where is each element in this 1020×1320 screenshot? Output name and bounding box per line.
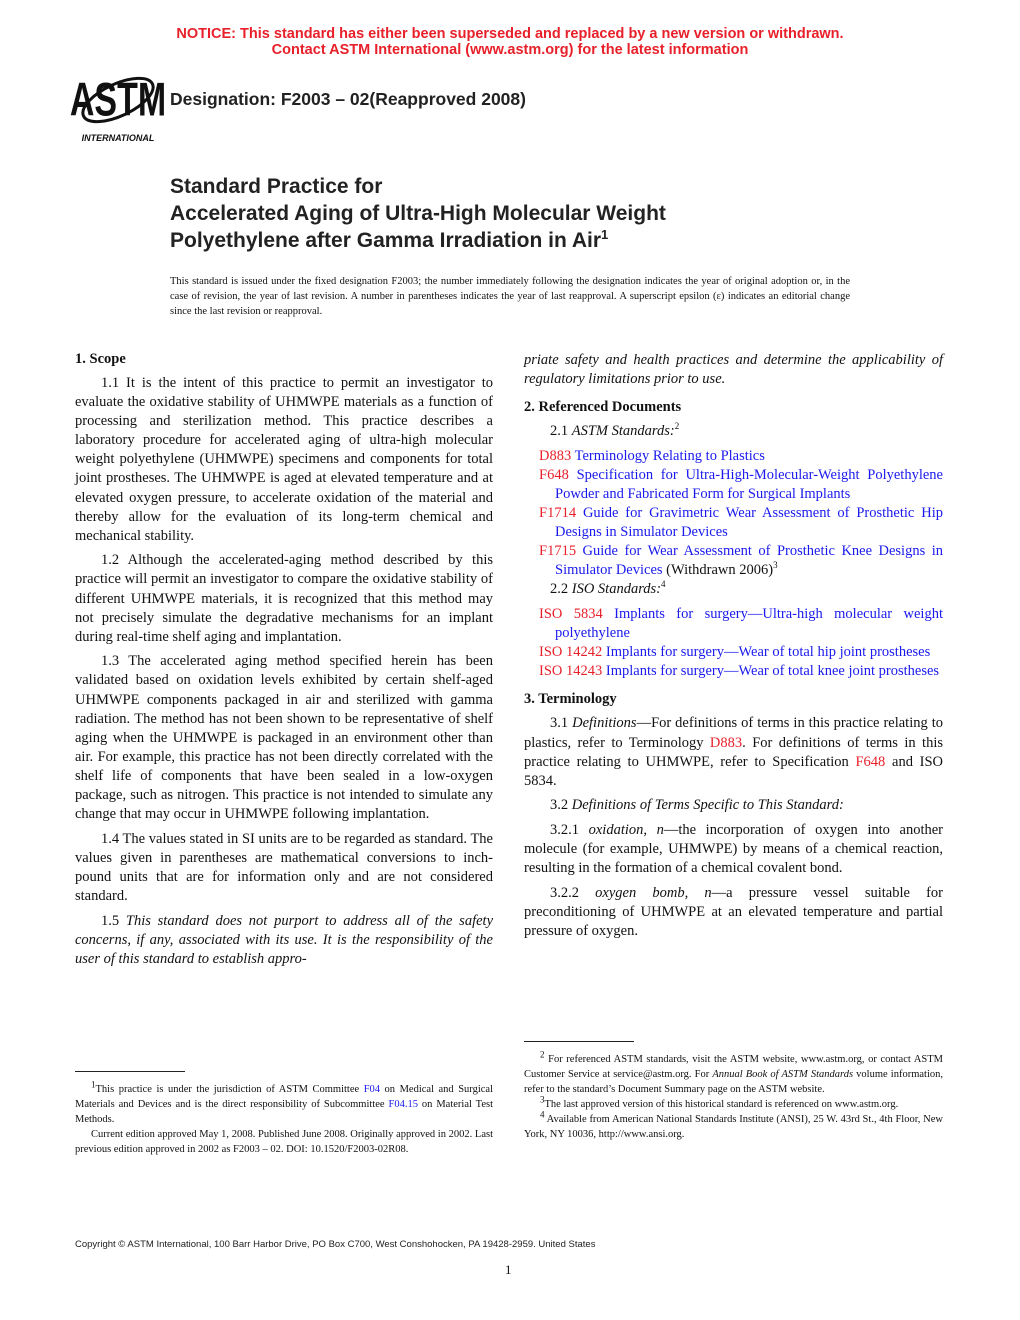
text: 3.1 xyxy=(550,715,573,732)
text: on Material Test Methods. xyxy=(75,1099,493,1125)
text: 3.2.2 xyxy=(550,884,596,901)
reference-link[interactable]: F04.15 xyxy=(388,1099,418,1110)
section-heading: 1. Scope xyxy=(75,351,126,367)
reference-item xyxy=(524,504,943,542)
title-line-2: Accelerated Aging of Ultra-High Molecular Weight xyxy=(170,202,666,225)
reference-link[interactable]: Implants for surgery—Wear of total hip joint prostheses xyxy=(602,644,931,661)
reference-item xyxy=(524,605,943,643)
text: Current edition approved May 1, 2008. Published June 2008. Originally approved in 2002. Last previous edition approved in 2002 as F2003 – 02. DOI: 10.1520/F2003-02R08. xyxy=(75,1129,493,1155)
title-line-1: Standard Practice for xyxy=(170,175,383,198)
notice-line-2: Contact ASTM International (www.astm.org) for the latest information xyxy=(271,42,749,58)
footnote-marker: 2 xyxy=(674,421,680,432)
text: (Withdrawn 2006) xyxy=(662,562,774,579)
italic-text: priate safety and health practices and determine the applicability of regulatory limitations prior to use. xyxy=(524,352,943,388)
designation: Designation: F2003 – 02(Reapproved 2008) xyxy=(170,89,526,109)
paragraph xyxy=(75,830,493,906)
reference-link[interactable]: F648 xyxy=(855,753,886,770)
intro-note: This standard is issued under the fixed designation F2003; the number immediately following the designation indicates the year of original adoption or, in the case of revision, the year of last revision. A number in parentheses indicates the year of last reapproval. A superscript epsilon (ε) indicates an editorial change since the last revision or reapproval. xyxy=(170,276,850,317)
title-line-3-text: Polyethylene after Gamma Irradiation in Air xyxy=(170,229,602,252)
footnote-marker: 4 xyxy=(540,1109,545,1120)
italic-text: ISO Standards: xyxy=(571,581,662,598)
reference-link[interactable]: F1715 xyxy=(539,543,577,560)
italic-text: Annual Book of ASTM Standards xyxy=(712,1069,854,1080)
paragraph xyxy=(75,912,493,969)
text: 1.3 The accelerated aging method specified herein has been validated based on oxidation levels exhibited by certain shelf-aged UHMWPE components packaged in air and sterilized with gamma radiation. The method has not been shown to be representative of shelf aging when the UHMWPE is packaged in an environment other than air. For example, this practice has not been directly correlated with the shelf life of components that have been sealed in a low-oxygen package, such as nitrogen. This practice is not intended to simulate any change that may occur in UHMWPE following implantation. xyxy=(75,653,493,823)
paragraph xyxy=(524,351,943,389)
text: 1.1 It is the intent of this practice to permit an investigator to evaluate the oxidative stability of UHMWPE materials as a function of processing and sterilization method. This practice describes a laboratory procedure for accelerated aging of ultra-high molecular weight polyethylene (UHMWPE) specimens and components for total joint prostheses. The UHMWPE is aged at elevated temperature and at elevated oxygen pressure, to accelerate oxidation of the material and thereby allow for the evaluation of its long-term chemical and mechanical stability. xyxy=(75,375,493,544)
paragraph xyxy=(524,714,943,790)
italic-text: oxygen bomb, n xyxy=(595,884,712,901)
text: 2.2 xyxy=(550,581,572,598)
text: 2.1 xyxy=(550,423,572,440)
italic-text: Definitions of Terms Specific to This Standard: xyxy=(571,797,844,814)
svg-text:INTERNATIONAL: INTERNATIONAL xyxy=(81,133,155,143)
copyright: Copyright © ASTM International, 100 Barr Harbor Drive, PO Box C700, West Conshohocken, PA 19428-2959. United States xyxy=(75,1239,596,1250)
title-footnote-ref[interactable]: 1 xyxy=(601,227,609,242)
footnotes-right xyxy=(524,1049,943,1142)
left-column xyxy=(75,351,493,974)
text: 1.4 The values stated in SI units are to be regarded as standard. The values given in parentheses are mathematical conversions to inch-pound units that are for information only and are not considered standard. xyxy=(75,830,493,904)
reference-item xyxy=(524,447,943,466)
reference-link[interactable]: ISO 14242 xyxy=(539,644,603,661)
text: . For definitions of terms in this practice relating to UHMWPE, refer to Specification xyxy=(524,734,944,770)
text: —the incorporation of oxygen into another molecule (for example, UHMWPE) by means of a chemical reaction, resulting in the formation of a chemical covalent bond. xyxy=(524,821,943,877)
reference-link[interactable]: F1714 xyxy=(539,505,577,522)
text: Available from American National Standards Institute (ANSI), 25 W. 43rd St., 4th Floor, New York, NY 10036, http://www.ansi.org. xyxy=(524,1114,943,1140)
text: —For definitions of terms in this practice relating to plastics, refer to Terminology xyxy=(524,715,943,751)
italic-text: ASTM Standards: xyxy=(571,423,675,440)
text: 3.2.1 xyxy=(550,821,589,838)
footnote-divider-right xyxy=(524,1041,634,1042)
footnote xyxy=(75,1079,493,1127)
reference-item xyxy=(524,643,943,662)
reference-item xyxy=(524,662,943,681)
text: 3.2 xyxy=(550,797,572,814)
footnotes-left xyxy=(75,1079,493,1157)
text: volume information, refer to the standard’s Document Summary page on the ASTM website. xyxy=(524,1069,943,1095)
reference-item xyxy=(524,466,943,504)
reference-item xyxy=(524,542,943,580)
footnote-marker: 3 xyxy=(773,560,778,571)
text: on Medical and Surgical Materials and Devices and is the direct responsibility of Subcommittee xyxy=(75,1084,493,1110)
paragraph xyxy=(524,884,943,941)
reference-link[interactable]: Terminology Relating to Plastics xyxy=(571,447,765,464)
title-line-3 xyxy=(170,227,666,254)
paragraph xyxy=(524,422,943,441)
section-heading: 3. Terminology xyxy=(524,691,617,708)
footnote-divider-left xyxy=(75,1071,185,1072)
reference-link[interactable]: Implants for surgery—Ultra-high molecular weight polyethylene xyxy=(555,606,943,642)
reference-link[interactable]: ISO 14243 xyxy=(539,663,603,680)
footnote xyxy=(524,1049,943,1097)
reference-link[interactable]: F648 xyxy=(539,466,569,483)
reference-link[interactable]: ISO 5834 xyxy=(539,606,603,623)
reference-link[interactable]: Implants for surgery—Wear of total knee joint prostheses xyxy=(602,663,940,680)
page-number: 1 xyxy=(505,1262,512,1277)
document-title xyxy=(170,173,666,254)
italic-text: Definitions xyxy=(572,715,637,732)
footnote-marker: 4 xyxy=(661,579,666,590)
paragraph xyxy=(75,374,493,546)
right-column xyxy=(524,351,943,946)
notice-line-1: NOTICE: This standard has either been superseded and replaced by a new version or withdrawn. xyxy=(176,26,844,42)
text: The last approved version of this historical standard is referenced on www.astm.org. xyxy=(544,1099,899,1110)
footnote xyxy=(75,1127,493,1157)
reference-link[interactable]: D883 xyxy=(709,734,743,751)
italic-text: oxidation, n xyxy=(588,821,664,838)
astm-logo xyxy=(69,68,167,144)
reference-link[interactable]: Guide for Wear Assessment of Prosthetic Knee Designs in Simulator Devices xyxy=(555,543,943,579)
text: For referenced ASTM standards, visit the ASTM website, www.astm.org, or contact ASTM Customer Service at service@astm.org. For xyxy=(524,1054,943,1080)
paragraph xyxy=(75,551,493,646)
footnote-marker: 3 xyxy=(540,1094,545,1105)
footnote xyxy=(524,1109,943,1142)
reference-link[interactable]: D883 xyxy=(539,447,572,464)
text: This practice is under the jurisdiction of ASTM Committee xyxy=(95,1084,364,1095)
italic-text: This standard does not purport to address all of the safety concerns, if any, associated with its use. It is the responsibility of the user of this standard to establish appro- xyxy=(75,912,494,967)
section-heading: 2. Referenced Documents xyxy=(524,399,682,416)
reference-link[interactable]: Guide for Gravimetric Wear Assessment of Prosthetic Hip Designs in Simulator Devices xyxy=(555,505,943,541)
reference-link[interactable]: Specification for Ultra-High-Molecular-Weight Polyethylene Powder and Fabricated Form for Surgical Implants xyxy=(555,466,943,502)
svg-text:ASTM: ASTM xyxy=(69,73,167,126)
paragraph xyxy=(524,580,943,599)
text: —a pressure vessel suitable for preconditioning of UHMWPE at an elevated temperature and partial pressure of oxygen. xyxy=(524,884,944,939)
text: 1.2 Although the accelerated-aging method described by this practice will permit an investigator to compare the oxidative stability of different UHMWPE materials, it is recognized that this method may not precisely simulate the degradative mechanisms for an implant during real-time shelf aging and implantation. xyxy=(75,552,493,645)
text: and ISO 5834. xyxy=(524,753,943,789)
footnote-marker: 2 xyxy=(540,1049,545,1060)
paragraph xyxy=(524,821,943,878)
reference-link[interactable]: F04 xyxy=(363,1084,381,1095)
paragraph xyxy=(524,796,943,815)
footnote-marker: 1 xyxy=(91,1079,96,1090)
footnote xyxy=(524,1094,943,1112)
text: 1.5 xyxy=(101,912,126,929)
notice-banner xyxy=(0,26,1020,58)
paragraph xyxy=(75,652,493,824)
